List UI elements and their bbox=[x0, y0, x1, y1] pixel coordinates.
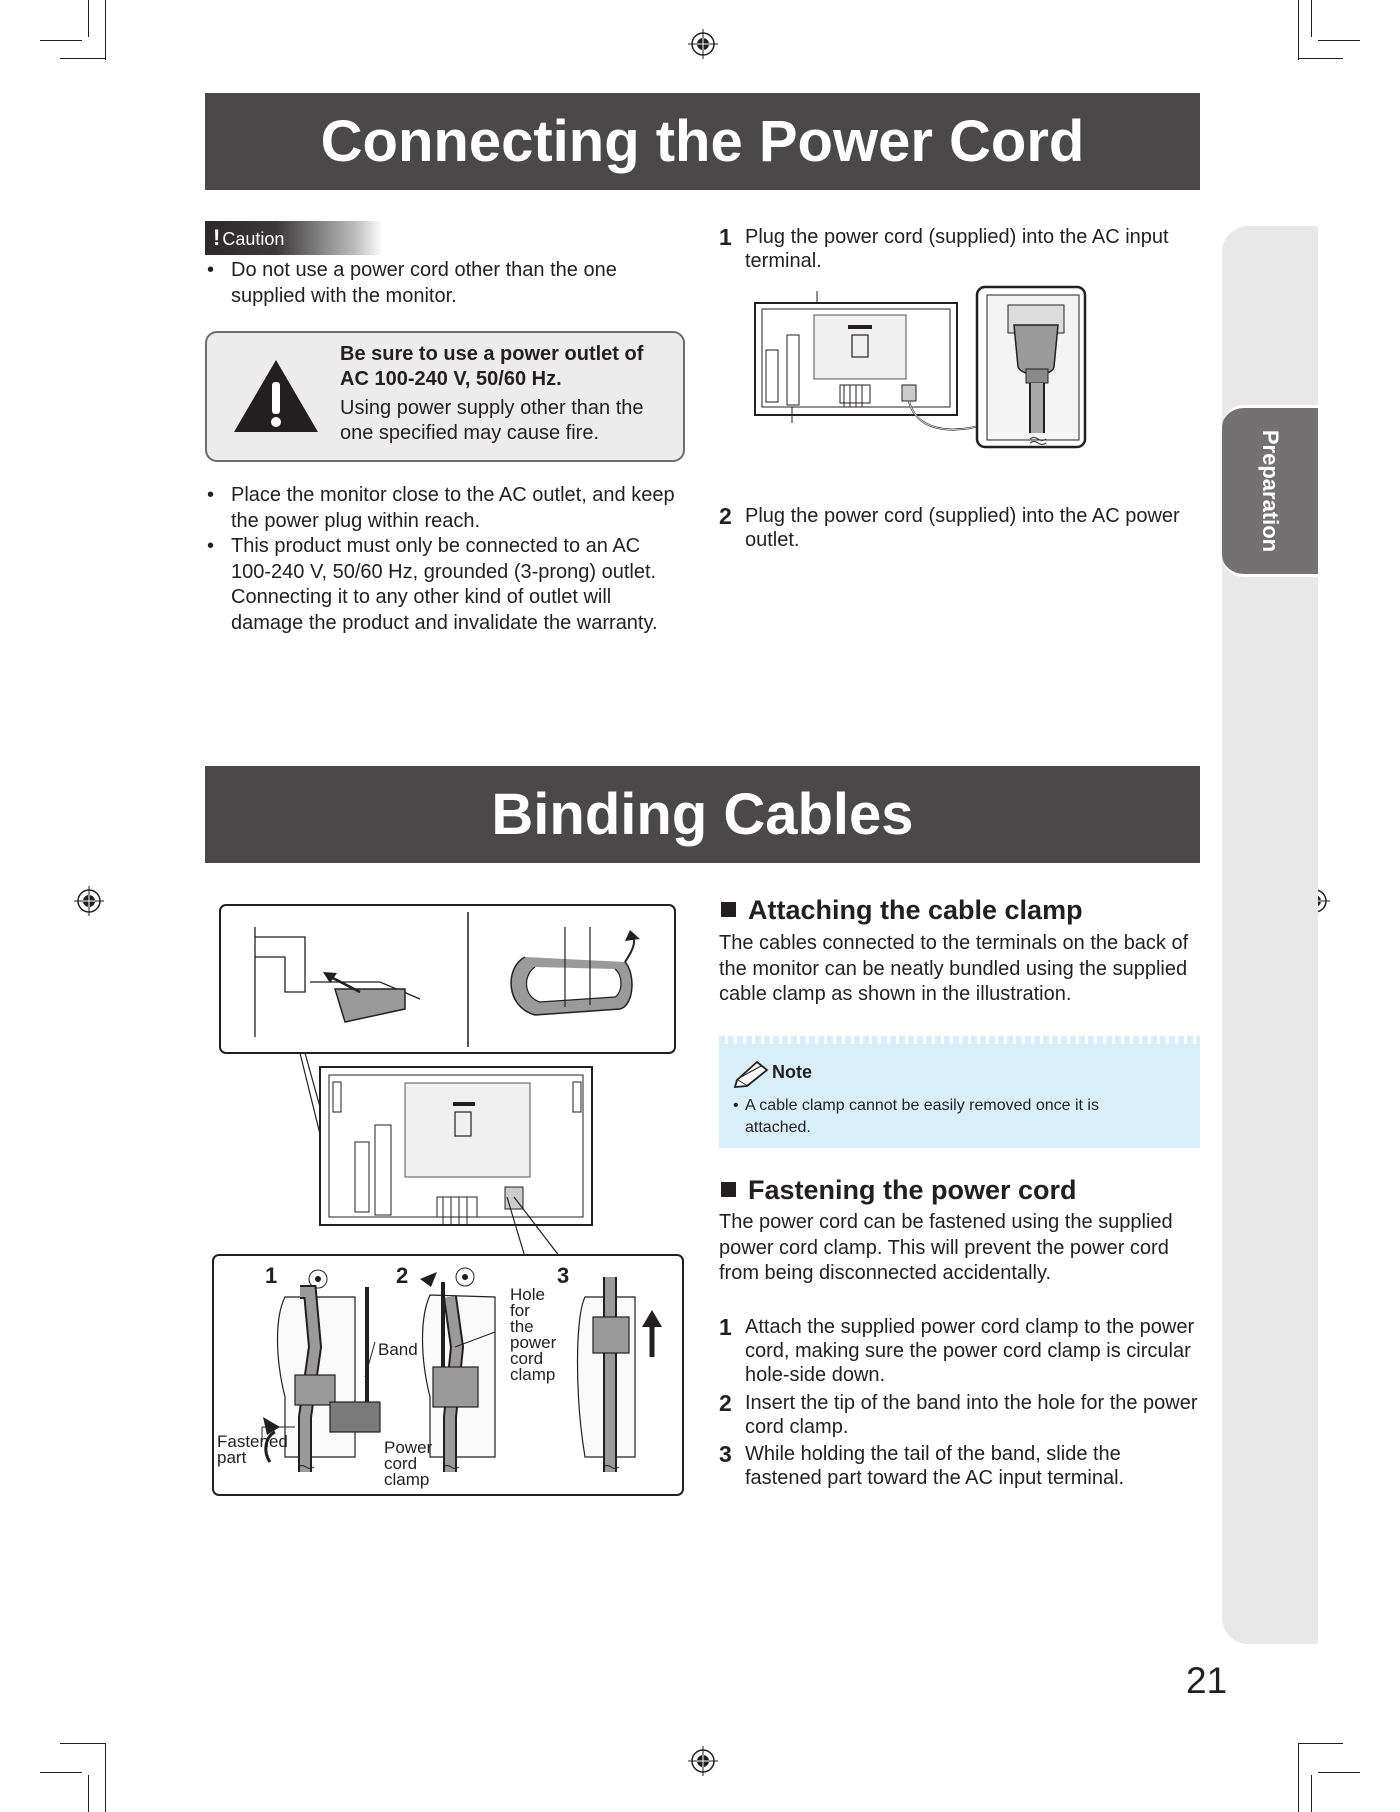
caution-bullets bbox=[205, 258, 665, 309]
section-title-binding-cables: Binding Cables bbox=[205, 766, 1200, 863]
figure-step-1: 1 bbox=[265, 1263, 278, 1288]
hole-line: power bbox=[510, 1333, 557, 1352]
fasten-heading-text: Fastening the power cord bbox=[748, 1175, 1077, 1205]
clamp-heading bbox=[721, 894, 1083, 926]
registration-mark-icon bbox=[74, 886, 104, 916]
hole-line: Hole bbox=[510, 1285, 545, 1304]
step-number: 1 bbox=[719, 1314, 732, 1340]
fasten-heading bbox=[721, 1174, 1077, 1206]
power-step-2 bbox=[719, 504, 1199, 552]
section-title-power-cord: Connecting the Power Cord bbox=[205, 93, 1200, 190]
hole-line: cord bbox=[510, 1349, 544, 1368]
placement-bullet: • This product must only be connected to an AC 100-240 V, 50/60 Hz, grounded (3-prong) outlet. Connecting it to any other kind of outlet will damage the product and invalidate the warranty. bbox=[205, 534, 685, 636]
fasten-step-1 bbox=[719, 1315, 1199, 1387]
power-clamp-line: clamp bbox=[384, 1470, 430, 1489]
hole-line: clamp bbox=[510, 1365, 556, 1384]
figure-label-hole bbox=[510, 1287, 556, 1383]
caution-tag bbox=[205, 221, 383, 255]
step-number: 2 bbox=[719, 1390, 732, 1416]
warning-text: Using power supply other than the one specified may cause fire. bbox=[340, 397, 644, 444]
placement-bullets bbox=[205, 483, 685, 636]
power-step-1 bbox=[719, 225, 1199, 273]
binding-cables-illustration bbox=[205, 897, 685, 1502]
step-text: While holding the tail of the band, slide the fastened part toward the AC input terminal. bbox=[745, 1443, 1125, 1489]
warning-bold-line-1: Be sure to use a power outlet of bbox=[340, 343, 644, 365]
clamp-paragraph: The cables connected to the terminals on the back of the monitor can be neatly bundled using the supplied cable clamp as shown in the illustration. bbox=[719, 932, 1189, 1005]
step-text: Insert the tip of the band into the hole for the power cord clamp. bbox=[745, 1392, 1198, 1438]
fastened-line: part bbox=[217, 1448, 247, 1467]
clamp-heading-text: Attaching the cable clamp bbox=[748, 895, 1083, 925]
figure-label-fastened bbox=[217, 1434, 288, 1466]
caution-label: Caution bbox=[222, 229, 285, 249]
page-number: 21 bbox=[1186, 1660, 1228, 1701]
figure-step-3: 3 bbox=[557, 1263, 570, 1288]
hole-line: the bbox=[510, 1317, 534, 1336]
caution-bullet: • Do not use a power cord other than the one supplied with the monitor. bbox=[205, 258, 665, 309]
step-text: Plug the power cord (supplied) into the AC input terminal. bbox=[745, 226, 1169, 272]
caution-mark-icon: ! bbox=[213, 225, 221, 250]
fasten-paragraph: The power cord can be fastened using the supplied power cord clamp. This will prevent the power cord from being disconnected accidentally. bbox=[719, 1211, 1173, 1284]
figure-step-2: 2 bbox=[396, 1263, 409, 1288]
step-number: 3 bbox=[719, 1441, 732, 1467]
note-box bbox=[719, 1036, 1200, 1148]
figure-label-band: Band bbox=[378, 1340, 418, 1359]
warning-bold-line-2: AC 100-240 V, 50/60 Hz. bbox=[340, 368, 562, 390]
note-item: • A cable clamp cannot be easily removed once it is attached. bbox=[733, 1095, 1163, 1139]
figure-label-power-clamp bbox=[384, 1440, 432, 1488]
power-clamp-line: Power bbox=[384, 1438, 433, 1457]
fastened-line: Fastened bbox=[217, 1432, 288, 1451]
step-text: Attach the supplied power cord clamp to the power cord, making sure the power cord clamp is circular hole-side down. bbox=[745, 1316, 1195, 1386]
registration-mark-icon bbox=[688, 29, 718, 59]
step-number: 2 bbox=[719, 503, 732, 529]
power-cord-plug-illustration bbox=[752, 285, 1088, 467]
note-box-edge bbox=[719, 1036, 1200, 1044]
placement-bullet: • Place the monitor close to the AC outlet, and keep the power plug within reach. bbox=[205, 483, 685, 534]
note-title: Note bbox=[772, 1062, 812, 1082]
warning-box bbox=[205, 331, 685, 462]
note-text: A cable clamp cannot be easily removed once it is attached. bbox=[745, 1097, 1099, 1136]
pencil-note-icon bbox=[733, 1058, 773, 1088]
side-tab-label: Preparation bbox=[1258, 429, 1283, 553]
step-text: Plug the power cord (supplied) into the AC power outlet. bbox=[745, 505, 1180, 551]
fasten-step-2 bbox=[719, 1391, 1199, 1439]
step-number: 1 bbox=[719, 224, 732, 250]
fasten-step-3 bbox=[719, 1442, 1199, 1490]
square-bullet-icon bbox=[721, 1182, 736, 1197]
side-tab-preparation bbox=[1222, 405, 1318, 577]
square-bullet-icon bbox=[721, 902, 736, 917]
hole-line: for bbox=[510, 1301, 530, 1320]
warning-triangle-icon bbox=[232, 358, 320, 434]
registration-mark-icon bbox=[688, 1746, 718, 1776]
power-clamp-line: cord bbox=[384, 1454, 418, 1473]
